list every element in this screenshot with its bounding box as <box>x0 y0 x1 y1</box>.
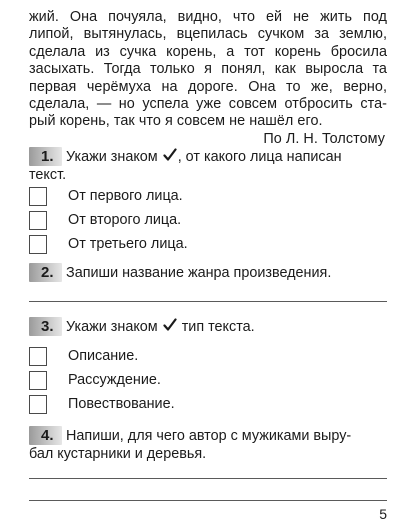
passage-line: сделала, — но успела уже совсем отбросить ста- <box>29 96 387 113</box>
task-4-prompt: Напиши, для чего автор с мужиками выру- <box>66 428 352 444</box>
task-number: 1. <box>41 148 54 165</box>
option-label: Рассуждение. <box>68 372 161 388</box>
option-second-person[interactable] <box>29 211 229 235</box>
task-3-heading <box>29 318 387 336</box>
task-3-prompt <box>29 318 387 336</box>
passage-line: рый корень, так что я совсем не нашёл его. <box>29 113 323 130</box>
reading-passage <box>29 9 387 148</box>
task-1-options <box>29 187 229 259</box>
option-label: От второго лица. <box>68 212 182 228</box>
task-2 <box>29 264 387 282</box>
option-first-person[interactable] <box>29 187 229 211</box>
task-number: 4. <box>41 427 54 444</box>
passage-line: жий. Она почуяла, видно, что ей не жить под <box>29 9 387 25</box>
answer-checkbox[interactable] <box>29 211 47 230</box>
answer-checkbox[interactable] <box>29 347 47 366</box>
answer-line[interactable] <box>29 478 387 479</box>
task-1 <box>29 148 387 184</box>
task-2-prompt: Запиши название жанра произведения. <box>66 265 332 281</box>
answer-checkbox[interactable] <box>29 235 47 254</box>
option-label: От первого лица. <box>68 188 183 204</box>
task-1-prompt-end: , от какого лица написан <box>177 149 342 165</box>
task-number: 2. <box>41 264 54 281</box>
page-number: 5 <box>379 506 387 522</box>
answer-checkbox[interactable] <box>29 395 47 414</box>
task-4-heading <box>29 427 387 445</box>
task-number: 3. <box>41 318 54 335</box>
passage-source: По Л. Н. Толстому <box>263 130 385 147</box>
task-3 <box>29 318 387 336</box>
answer-line[interactable] <box>29 301 387 302</box>
task-1-heading <box>29 148 387 166</box>
task-1-prompt-start: Укажи знаком <box>66 149 158 165</box>
task-2-heading <box>29 264 387 282</box>
task-3-prompt-end: тип текста. <box>181 319 255 335</box>
check-mark-icon <box>163 148 177 162</box>
check-mark-icon <box>163 318 177 332</box>
option-description[interactable] <box>29 347 229 371</box>
task-4 <box>29 427 387 463</box>
option-label: От третьего лица. <box>68 236 188 252</box>
answer-checkbox[interactable] <box>29 187 47 206</box>
passage-line: первая черёмуха на дороге. Она то же, верно, <box>29 78 387 95</box>
option-reasoning[interactable] <box>29 371 229 395</box>
task-3-prompt-start: Укажи знаком <box>66 319 158 335</box>
answer-line[interactable] <box>29 500 387 501</box>
task-1-prompt-continuation: текст. <box>29 167 67 183</box>
answer-checkbox[interactable] <box>29 371 47 390</box>
passage-line: липой, вытянулась, вцепилась сучком за землю, <box>29 26 387 43</box>
option-label: Повествование. <box>68 396 175 412</box>
passage-line: сделала из сучка корень, а тот корень бросила <box>29 43 387 60</box>
task-1-prompt <box>29 148 387 166</box>
option-label: Описание. <box>68 348 139 364</box>
task-4-prompt-continuation: бал кустарники и деревья. <box>29 446 207 462</box>
task-3-options <box>29 347 229 419</box>
option-narration[interactable] <box>29 395 229 419</box>
passage-line: засыхать. Тогда только я понял, как выросла та <box>29 61 387 78</box>
option-third-person[interactable] <box>29 235 229 259</box>
